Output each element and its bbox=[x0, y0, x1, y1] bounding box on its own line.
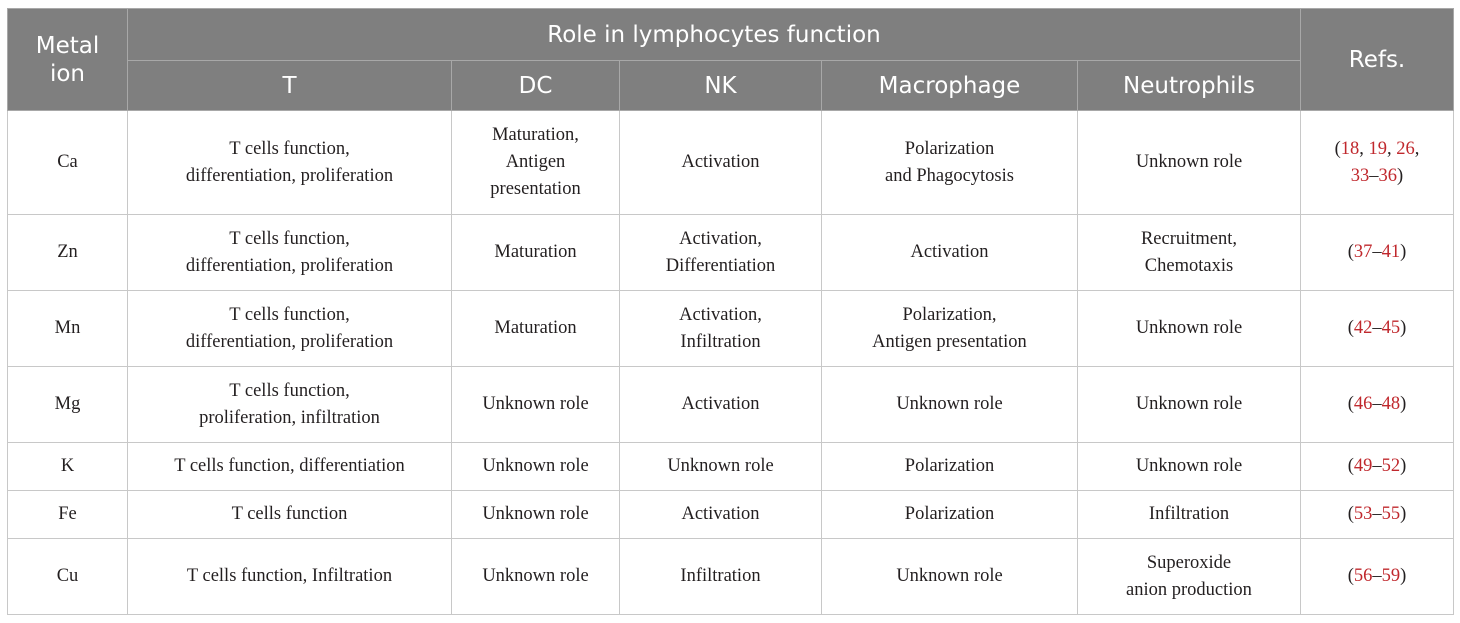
table-row bbox=[8, 367, 1454, 443]
ref-punctuation: – bbox=[1372, 318, 1382, 338]
cell-line: Infiltration bbox=[1148, 504, 1230, 524]
refs-cell bbox=[1301, 291, 1454, 367]
metal-ion-cell: Mn bbox=[8, 291, 128, 367]
ref-punctuation: ( bbox=[1347, 242, 1354, 262]
ref-punctuation: ( bbox=[1347, 318, 1354, 338]
role-cell-dc bbox=[452, 291, 620, 367]
role-cell-t bbox=[128, 291, 452, 367]
role-cell-nk bbox=[620, 215, 822, 291]
cell-line: Activation, bbox=[679, 304, 762, 325]
table-body bbox=[8, 111, 1454, 615]
refs-cell bbox=[1301, 111, 1454, 215]
cell-line: Unknown role bbox=[896, 394, 1003, 414]
reference-link[interactable]: 55 bbox=[1381, 504, 1401, 524]
ref-punctuation: , bbox=[1359, 138, 1369, 159]
cell-line: Infiltration bbox=[680, 566, 761, 586]
ref-punctuation: , bbox=[1414, 138, 1420, 159]
cell-line: T cells function, bbox=[229, 138, 350, 159]
ref-punctuation: – bbox=[1369, 165, 1379, 186]
reference-link[interactable]: 48 bbox=[1381, 394, 1401, 414]
reference-link[interactable]: 18 bbox=[1340, 138, 1360, 159]
ref-punctuation: – bbox=[1372, 504, 1382, 524]
ref-punctuation: – bbox=[1372, 456, 1382, 476]
table-row bbox=[8, 111, 1454, 215]
role-cell-macrophage bbox=[822, 443, 1078, 491]
role-cell-neutrophils bbox=[1078, 111, 1301, 215]
role-cell-dc bbox=[452, 539, 620, 615]
refs-line bbox=[1307, 136, 1447, 163]
cell-line: Activation bbox=[910, 242, 989, 262]
refs-line bbox=[1307, 391, 1447, 418]
refs-cell bbox=[1301, 215, 1454, 291]
header-col-nk: NK bbox=[620, 61, 822, 111]
role-cell-neutrophils bbox=[1078, 291, 1301, 367]
table-row bbox=[8, 539, 1454, 615]
role-cell-neutrophils bbox=[1078, 539, 1301, 615]
role-cell-t bbox=[128, 367, 452, 443]
cell-line: Unknown role bbox=[667, 456, 774, 476]
reference-link[interactable]: 36 bbox=[1378, 165, 1398, 186]
role-cell-nk bbox=[620, 367, 822, 443]
ref-punctuation: ) bbox=[1400, 318, 1407, 338]
role-cell-t bbox=[128, 215, 452, 291]
cell-line: Activation bbox=[681, 504, 760, 524]
cell-line: Unknown role bbox=[482, 456, 589, 476]
role-cell-t bbox=[128, 111, 452, 215]
ref-punctuation: ( bbox=[1347, 394, 1354, 414]
role-cell-t bbox=[128, 539, 452, 615]
role-cell-macrophage bbox=[822, 215, 1078, 291]
cell-line: and Phagocytosis bbox=[885, 165, 1014, 186]
cell-line: T cells function, Infiltration bbox=[186, 566, 393, 586]
cell-line: Unknown role bbox=[1135, 318, 1243, 338]
role-cell-neutrophils bbox=[1078, 491, 1301, 539]
refs-cell bbox=[1301, 491, 1454, 539]
role-cell-nk bbox=[620, 291, 822, 367]
cell-line: Unknown role bbox=[482, 504, 589, 524]
table-row bbox=[8, 491, 1454, 539]
refs-cell bbox=[1301, 539, 1454, 615]
header-col-t: T bbox=[128, 61, 452, 111]
ref-punctuation: ( bbox=[1334, 138, 1341, 159]
metal-ion-roles-table bbox=[7, 8, 1454, 615]
cell-line: Unknown role bbox=[1135, 394, 1243, 414]
role-cell-nk bbox=[620, 111, 822, 215]
header-metal-ion: Metal ion bbox=[8, 9, 128, 111]
header-col-macrophage: Macrophage bbox=[822, 61, 1078, 111]
cell-line: Chemotaxis bbox=[1144, 255, 1234, 276]
role-cell-neutrophils bbox=[1078, 443, 1301, 491]
role-cell-macrophage bbox=[822, 291, 1078, 367]
cell-line: Maturation bbox=[494, 318, 577, 338]
refs-line bbox=[1307, 501, 1447, 528]
header-role-group: Role in lymphocytes function bbox=[128, 9, 1301, 61]
cell-line: differentiation, proliferation bbox=[185, 165, 394, 186]
reference-link[interactable]: 56 bbox=[1353, 566, 1373, 586]
role-cell-t bbox=[128, 443, 452, 491]
refs-line bbox=[1307, 163, 1447, 190]
cell-line: anion production bbox=[1126, 579, 1252, 600]
reference-link[interactable]: 26 bbox=[1396, 138, 1415, 159]
cell-line: Unknown role bbox=[896, 566, 1003, 586]
metal-ion-cell: Fe bbox=[8, 491, 128, 539]
ref-punctuation: – bbox=[1372, 242, 1382, 262]
role-cell-macrophage bbox=[822, 367, 1078, 443]
cell-line: Recruitment, bbox=[1140, 228, 1238, 249]
ref-punctuation: ( bbox=[1347, 566, 1354, 586]
cell-line: T cells function, differentiation bbox=[174, 456, 405, 476]
header-col-neutrophils: Neutrophils bbox=[1078, 61, 1301, 111]
cell-line: Polarization bbox=[904, 138, 995, 159]
role-cell-dc bbox=[452, 491, 620, 539]
cell-line: T cells function, bbox=[229, 304, 350, 325]
ref-punctuation: ) bbox=[1400, 394, 1407, 414]
role-cell-dc bbox=[452, 367, 620, 443]
cell-line: Polarization bbox=[904, 504, 995, 524]
cell-line: Unknown role bbox=[482, 566, 589, 586]
cell-line: proliferation, infiltration bbox=[199, 407, 380, 428]
cell-line: Unknown role bbox=[1135, 456, 1243, 476]
role-cell-nk bbox=[620, 443, 822, 491]
cell-line: Activation bbox=[681, 152, 760, 172]
reference-link[interactable]: 42 bbox=[1353, 318, 1373, 338]
reference-link[interactable]: 53 bbox=[1353, 504, 1373, 524]
metal-ion-cell: Zn bbox=[8, 215, 128, 291]
cell-line: Maturation bbox=[494, 242, 577, 262]
role-cell-dc bbox=[452, 443, 620, 491]
cell-line: T cells function, bbox=[229, 228, 350, 249]
cell-line: Activation bbox=[681, 394, 760, 414]
ref-punctuation: ( bbox=[1347, 504, 1354, 524]
refs-line bbox=[1307, 563, 1447, 590]
role-cell-dc bbox=[452, 215, 620, 291]
role-cell-neutrophils bbox=[1078, 215, 1301, 291]
header-refs: Refs. bbox=[1301, 9, 1454, 111]
role-cell-t bbox=[128, 491, 452, 539]
cell-line: Unknown role bbox=[1135, 152, 1243, 172]
role-cell-nk bbox=[620, 491, 822, 539]
ref-punctuation: ) bbox=[1400, 566, 1407, 586]
ref-punctuation: , bbox=[1387, 138, 1397, 159]
cell-line: T cells function bbox=[231, 504, 348, 524]
metal-ion-cell: Cu bbox=[8, 539, 128, 615]
ref-punctuation: – bbox=[1372, 394, 1382, 414]
cell-line: differentiation, proliferation bbox=[185, 255, 394, 276]
role-cell-macrophage bbox=[822, 111, 1078, 215]
reference-link[interactable]: 49 bbox=[1353, 456, 1373, 476]
cell-line: differentiation, proliferation bbox=[185, 331, 394, 352]
reference-link[interactable]: 33 bbox=[1350, 165, 1370, 186]
reference-link[interactable]: 46 bbox=[1353, 394, 1373, 414]
cell-line: Unknown role bbox=[482, 394, 589, 414]
role-cell-macrophage bbox=[822, 491, 1078, 539]
refs-line bbox=[1307, 453, 1447, 480]
role-cell-neutrophils bbox=[1078, 367, 1301, 443]
ref-punctuation: – bbox=[1372, 566, 1382, 586]
table-header bbox=[8, 9, 1454, 111]
reference-link[interactable]: 59 bbox=[1381, 566, 1401, 586]
metal-ion-cell: Ca bbox=[8, 111, 128, 215]
ref-punctuation: ) bbox=[1400, 504, 1407, 524]
reference-link[interactable]: 45 bbox=[1381, 318, 1401, 338]
ref-punctuation: ( bbox=[1347, 456, 1354, 476]
cell-line: T cells function, bbox=[229, 380, 350, 401]
ref-punctuation: ) bbox=[1400, 242, 1407, 262]
reference-link[interactable]: 19 bbox=[1368, 138, 1388, 159]
metal-ion-cell: K bbox=[8, 443, 128, 491]
refs-cell bbox=[1301, 443, 1454, 491]
role-cell-macrophage bbox=[822, 539, 1078, 615]
header-col-dc: DC bbox=[452, 61, 620, 111]
cell-line: presentation bbox=[490, 179, 581, 199]
refs-line bbox=[1307, 239, 1447, 266]
ref-punctuation: ) bbox=[1400, 456, 1407, 476]
cell-line: Antigen bbox=[505, 152, 566, 172]
role-cell-dc bbox=[452, 111, 620, 215]
refs-line bbox=[1307, 315, 1447, 342]
refs-cell bbox=[1301, 367, 1454, 443]
reference-link[interactable]: 52 bbox=[1381, 456, 1401, 476]
reference-link[interactable]: 37 bbox=[1353, 242, 1373, 262]
cell-line: Antigen presentation bbox=[872, 331, 1027, 352]
cell-line: Differentiation bbox=[665, 255, 776, 276]
role-cell-nk bbox=[620, 539, 822, 615]
metal-ion-cell: Mg bbox=[8, 367, 128, 443]
cell-line: Superoxide bbox=[1146, 552, 1232, 573]
cell-line: Maturation, bbox=[492, 125, 579, 145]
table-row bbox=[8, 215, 1454, 291]
table-row bbox=[8, 443, 1454, 491]
cell-line: Infiltration bbox=[680, 331, 761, 352]
cell-line: Polarization, bbox=[902, 304, 997, 325]
cell-line: Activation, bbox=[679, 228, 762, 249]
table-row bbox=[8, 291, 1454, 367]
reference-link[interactable]: 41 bbox=[1381, 242, 1401, 262]
cell-line: Polarization bbox=[904, 456, 995, 476]
ref-punctuation: ) bbox=[1397, 165, 1404, 186]
